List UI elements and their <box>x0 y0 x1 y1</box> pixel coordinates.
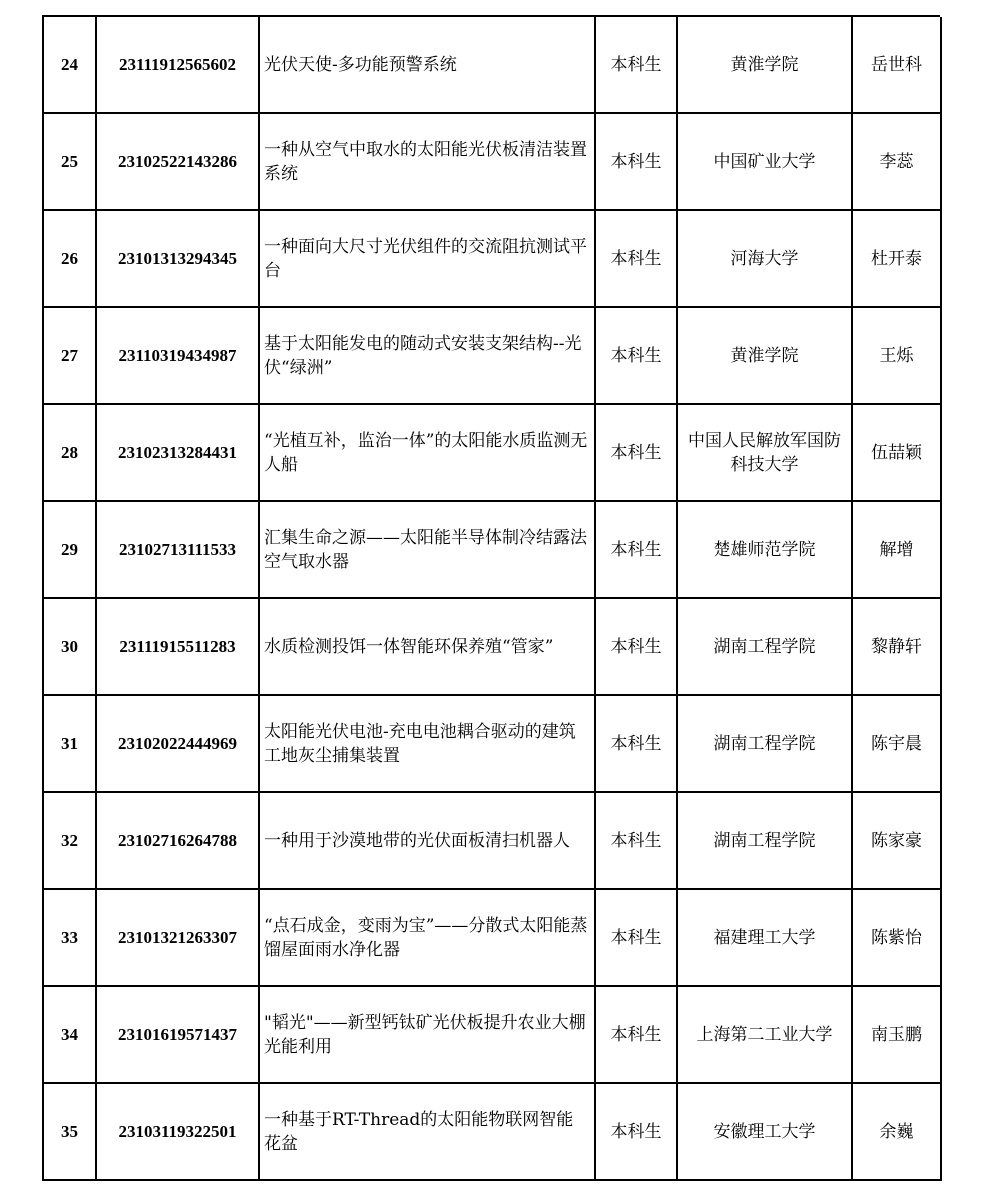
project-title: "韬光"——新型钙钛矿光伏板提升农业大棚光能利用 <box>260 987 596 1084</box>
student-level: 本科生 <box>596 308 678 405</box>
leader-name: 陈紫怡 <box>853 890 942 987</box>
row-number: 30 <box>44 599 97 696</box>
leader-name: 李蕊 <box>853 114 942 211</box>
student-level: 本科生 <box>596 114 678 211</box>
row-number: 35 <box>44 1084 97 1181</box>
student-level: 本科生 <box>596 1084 678 1181</box>
leader-name: 陈宇晨 <box>853 696 942 793</box>
table-row <box>44 599 940 696</box>
student-level: 本科生 <box>596 405 678 502</box>
project-title: “光植互补，监治一体”的太阳能水质监测无人船 <box>260 405 596 502</box>
school-name: 中国人民解放军国防科技大学 <box>678 405 853 502</box>
project-code: 23102716264788 <box>97 793 260 890</box>
table-row <box>44 502 940 599</box>
school-name: 河海大学 <box>678 211 853 308</box>
school-name: 湖南工程学院 <box>678 793 853 890</box>
project-title: 一种面向大尺寸光伏组件的交流阻抗测试平台 <box>260 211 596 308</box>
table-row <box>44 890 940 987</box>
school-name: 楚雄师范学院 <box>678 502 853 599</box>
leader-name: 南玉鹏 <box>853 987 942 1084</box>
leader-name: 伍喆颖 <box>853 405 942 502</box>
school-name: 安徽理工大学 <box>678 1084 853 1181</box>
student-level: 本科生 <box>596 987 678 1084</box>
row-number: 26 <box>44 211 97 308</box>
project-code: 23102022444969 <box>97 696 260 793</box>
row-number: 31 <box>44 696 97 793</box>
leader-name: 余巍 <box>853 1084 942 1181</box>
school-name: 上海第二工业大学 <box>678 987 853 1084</box>
row-number: 28 <box>44 405 97 502</box>
row-number: 33 <box>44 890 97 987</box>
school-name: 黄淮学院 <box>678 17 853 114</box>
project-code: 23102313284431 <box>97 405 260 502</box>
student-level: 本科生 <box>596 890 678 987</box>
school-name: 黄淮学院 <box>678 308 853 405</box>
project-code: 23103119322501 <box>97 1084 260 1181</box>
table-row <box>44 696 940 793</box>
project-title: 光伏天使-多功能预警系统 <box>260 17 596 114</box>
leader-name: 陈家豪 <box>853 793 942 890</box>
project-title: 基于太阳能发电的随动式安装支架结构--光伏“绿洲” <box>260 308 596 405</box>
school-name: 福建理工大学 <box>678 890 853 987</box>
row-number: 29 <box>44 502 97 599</box>
table-row <box>44 1084 940 1181</box>
table-row <box>44 793 940 890</box>
student-level: 本科生 <box>596 211 678 308</box>
row-number: 24 <box>44 17 97 114</box>
student-level: 本科生 <box>596 696 678 793</box>
leader-name: 杜开泰 <box>853 211 942 308</box>
school-name: 中国矿业大学 <box>678 114 853 211</box>
school-name: 湖南工程学院 <box>678 696 853 793</box>
project-code: 23110319434987 <box>97 308 260 405</box>
table-row <box>44 17 940 114</box>
leader-name: 岳世科 <box>853 17 942 114</box>
row-number: 32 <box>44 793 97 890</box>
row-number: 27 <box>44 308 97 405</box>
project-title: 太阳能光伏电池-充电电池耦合驱动的建筑工地灰尘捕集装置 <box>260 696 596 793</box>
project-code: 23102713111533 <box>97 502 260 599</box>
student-level: 本科生 <box>596 599 678 696</box>
project-code: 23101619571437 <box>97 987 260 1084</box>
project-title: “点石成金，变雨为宝”——分散式太阳能蒸馏屋面雨水净化器 <box>260 890 596 987</box>
student-level: 本科生 <box>596 793 678 890</box>
table-row <box>44 308 940 405</box>
project-title: 一种基于RT-Thread的太阳能物联网智能花盆 <box>260 1084 596 1181</box>
project-code: 23101313294345 <box>97 211 260 308</box>
student-level: 本科生 <box>596 17 678 114</box>
project-code: 23111915511283 <box>97 599 260 696</box>
project-code: 23111912565602 <box>97 17 260 114</box>
project-title: 一种从空气中取水的太阳能光伏板清洁装置系统 <box>260 114 596 211</box>
row-number: 34 <box>44 987 97 1084</box>
leader-name: 王烁 <box>853 308 942 405</box>
row-number: 25 <box>44 114 97 211</box>
table-row <box>44 114 940 211</box>
project-title: 汇集生命之源——太阳能半导体制冷结露法空气取水器 <box>260 502 596 599</box>
project-code: 23102522143286 <box>97 114 260 211</box>
project-code: 23101321263307 <box>97 890 260 987</box>
project-table <box>42 15 940 1181</box>
table-row <box>44 211 940 308</box>
table-row <box>44 987 940 1084</box>
table-row <box>44 405 940 502</box>
project-title: 一种用于沙漠地带的光伏面板清扫机器人 <box>260 793 596 890</box>
leader-name: 解增 <box>853 502 942 599</box>
student-level: 本科生 <box>596 502 678 599</box>
school-name: 湖南工程学院 <box>678 599 853 696</box>
project-title: 水质检测投饵一体智能环保养殖“管家” <box>260 599 596 696</box>
leader-name: 黎静轩 <box>853 599 942 696</box>
